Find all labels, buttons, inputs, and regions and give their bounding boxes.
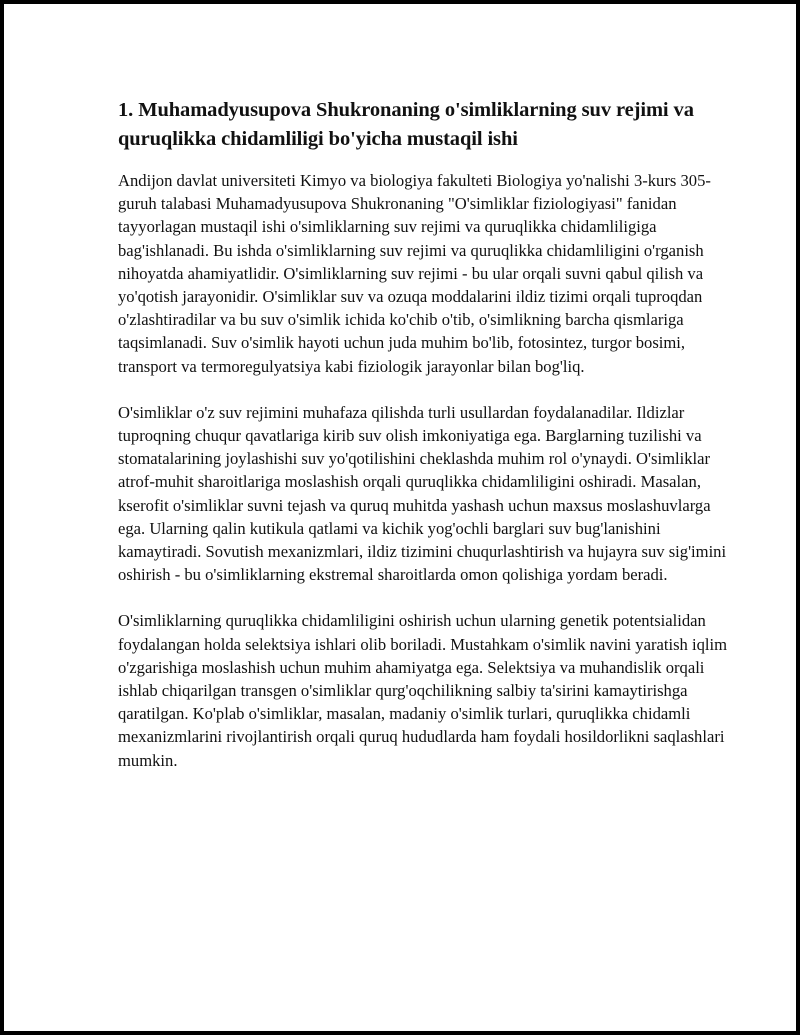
paragraph-1: Andijon davlat universiteti Kimyo va biologiya fakulteti Biologiya yo'nalishi 3-kurs 305-guruh talabasi Muhamadyusupova Shukronaning "O'simliklar fiziologiyasi" fanidan tayyorlagan mustaqil ishi o'simliklarning suv rejimi va quruqlikka chidamliligiga bag'ishlanadi. Bu ishda o'simliklarning suv rejimi va quruqlikka chidamliligini o'rganish nihoyatda ahamiyatlidir. O'simliklarning suv rejimi - bu ular orqali suvni qabul qilish va yo'qotish jarayonidir. O'simliklar suv va ozuqa moddalarini ildiz tizimi orqali tuproqdan o'zlashtiradilar va bu suv o'simlik ichida ko'chib o'tib, o'simlikning barcha qismlariga taqsimlanadi. Suv o'simlik hayoti uchun juda muhim bo'lib, fotosintez, turgor bosimi, transport va termoregulyatsiya kabi fiziologik jarayonlar bilan bog'liq. (118, 171, 711, 376)
document-content (118, 96, 728, 795)
paragraph-3: O'simliklarning quruqlikka chidamliligini oshirish uchun ularning genetik potentsialidan foydalangan holda selektsiya ishlari olib boriladi. Mustahkam o'simlik navini yaratish iqlim o'zgarishiga moslashish uchun muhim ahamiyatga ega. Selektsiya va muhandislik orqali ishlab chiqarilgan transgen o'simliklar qurg'oqchilikning salbiy ta'sirini kamaytirishga qaratilgan. Ko'plab o'simliklar, masalan, madaniy o'simlik turlari, quruqlikka chidamli mexanizmlarini rivojlantirish orqali quruq hududlarda ham foydali hosildorlikni saqlashlari mumkin. (118, 611, 728, 770)
document-title: 1. Muhamadyusupova Shukronaning o'simliklarning suv rejimi va quruqlikka chidamliligi bo'yicha mustaqil ishi (118, 99, 694, 150)
paragraph-2: O'simliklar o'z suv rejimini muhafaza qilishda turli usullardan foydalanadilar. Ildizlar tuproqning chuqur qavatlariga kirib suv olish imkoniyatiga ega. Barglarning tuzilishi va stomatalarining joylashishi suv yo'qotilishini cheklashda muhim rol o'ynaydi. O'simliklar atrof-muhit sharoitlariga moslashish orqali quruqlikka chidamliligini oshiradi. Masalan, kserofit o'simliklar suvni tejash va quruq muhitda yashash uchun maxsus moslashuvlarga ega. Ularning qalin kutikula qatlami va kichik yog'ochli barglari suv bug'lanishini kamaytiradi. Sovutish mexanizmlari, ildiz tizimini chuqurlashtirish va hujayra suv sig'imini oshirish - bu o'simliklarning ekstremal sharoitlarda omon qolishiga yordam beradi. (118, 402, 727, 585)
